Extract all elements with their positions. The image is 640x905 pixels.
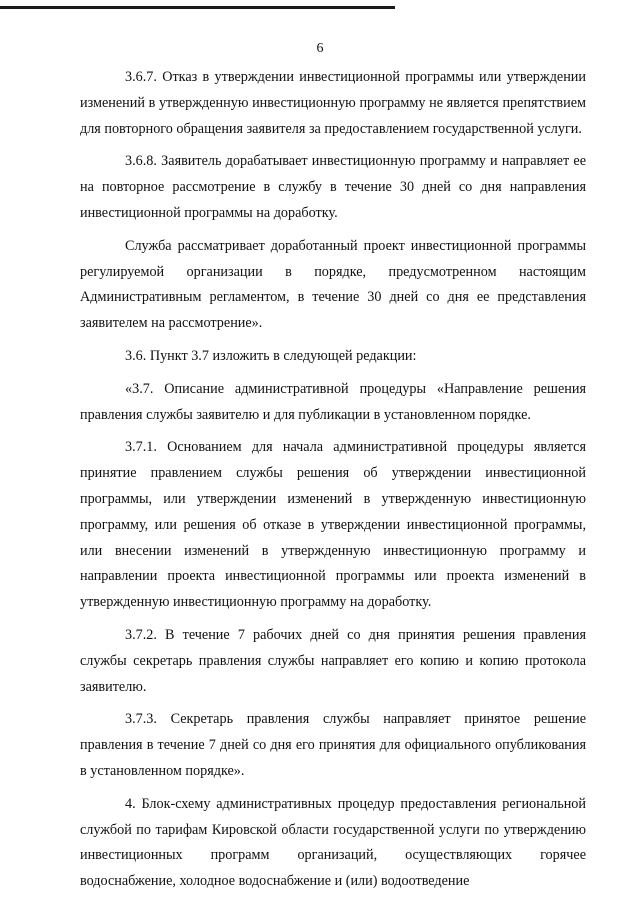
paragraph: 3.7.1. Основанием для начала административной процедуры является принятие правлением службы решения об утверждении инвестиционной программы, или утверждении изменений в утвержденную инвестиционную программу, или решения об отказе в утверждении инвестиционной программы, или внесении изменений в утвержденную инвестиционную программу и направлении проекта инвестиционной программы или проекта изменений в утвержденную инвестиционную программу на доработку. xyxy=(80,439,586,611)
paragraph: 3.7.3. Секретарь правления службы направляет принятое решение правления в течение 7 дней со дня его принятия для официального опубликования в установленном порядке». xyxy=(80,711,586,779)
document-body xyxy=(80,65,586,902)
page-number: 6 xyxy=(316,41,324,56)
paragraph: «3.7. Описание административной процедуры «Направление решения правления службы заявителю и для публикации в установленном порядке. xyxy=(80,380,586,423)
top-rule xyxy=(0,6,395,9)
paragraph: 3.6.8. Заявитель дорабатывает инвестиционную программу и направляет ее на повторное рассмотрение в службу в течение 30 дней со дня направления инвестиционной программы на доработку. xyxy=(80,153,586,221)
paragraph: Служба рассматривает доработанный проект инвестиционной программы регулируемой организации в порядке, предусмотренном настоящим Административным регламентом, в течение 30 дней со дня ее представления заявителем на рассмотрение». xyxy=(80,237,586,332)
paragraph: 3.6.7. Отказ в утверждении инвестиционной программы или утверждении изменений в утвержденную инвестиционную программу не является препятствием для повторного обращения заявителя за предоставлением государственной услуги. xyxy=(80,69,586,137)
paragraph: 3.6. Пункт 3.7 изложить в следующей редакции: xyxy=(125,347,417,364)
paragraph: 4. Блок-схему административных процедур предоставления региональной службой по тарифам Кировской области государственной услуги по утверждению инвестиционных программ организаций, осуществляющих горячее водоснабжение, холодное водоснабжение и (или) водоотведение xyxy=(80,795,586,890)
paragraph: 3.7.2. В течение 7 рабочих дней со дня принятия решения правления службы секретарь правления службы направляет его копию и копию протокола заявителю. xyxy=(80,626,586,695)
